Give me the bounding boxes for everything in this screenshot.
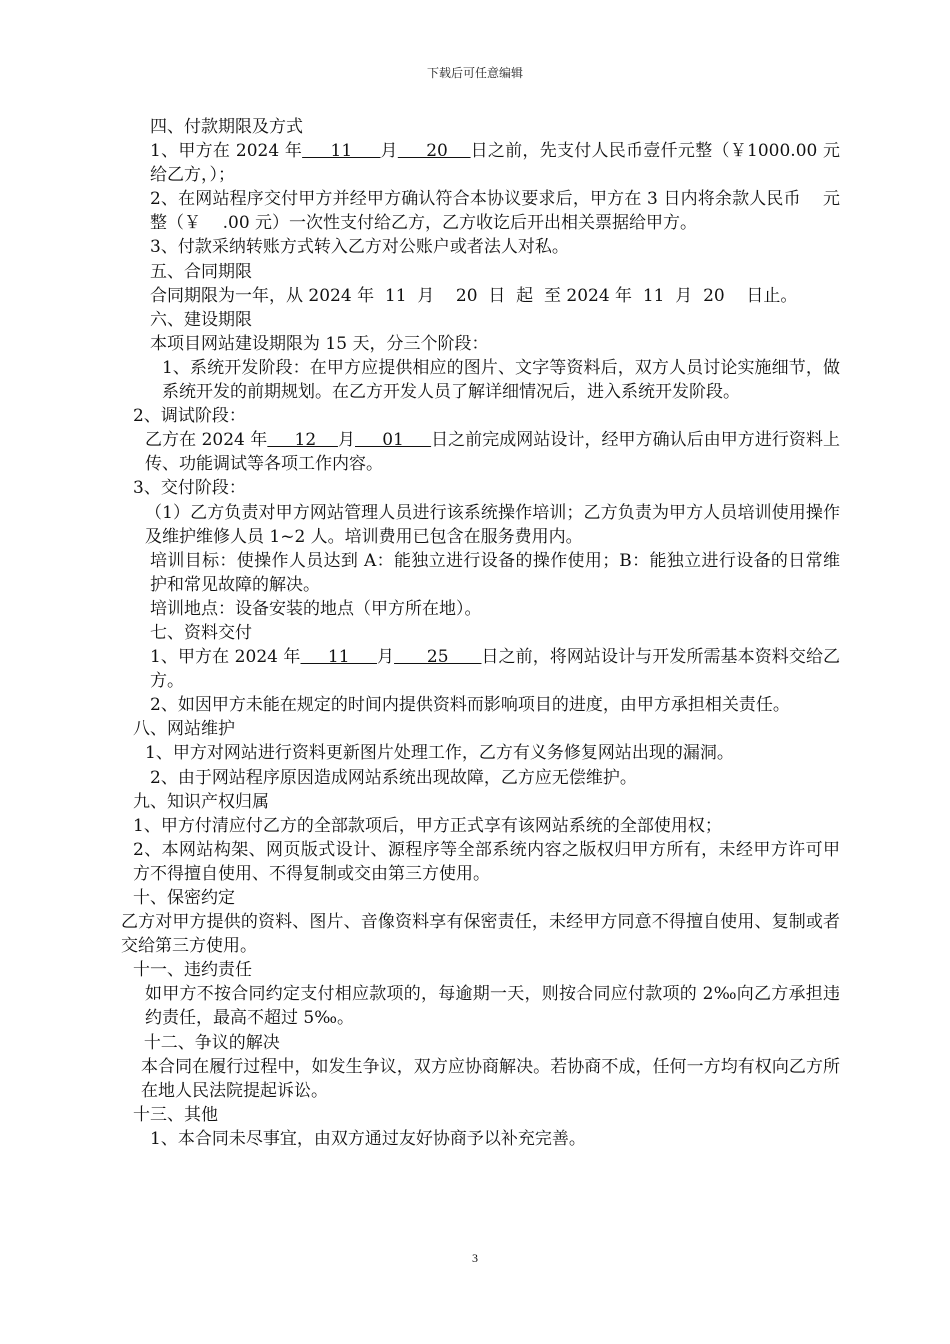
paragraph: 七、资料交付	[150, 622, 252, 643]
blank-field: 11	[302, 141, 381, 162]
paragraph: 十三、其他	[133, 1104, 218, 1125]
paragraph: 合同期限为一年，从 2024 年 11 月 20 日 起 至 2024 年 11 月 20 日止。	[150, 285, 798, 306]
paragraph: 八、网站维护	[133, 719, 235, 740]
paragraph: 1、甲方对网站进行资料更新图片处理工作，乙方有义务修复网站出现的漏洞。	[145, 743, 734, 764]
paragraph: 2、本网站构架、网页版式设计、源程序等全部系统内容之版权归甲方所有，未经甲方许可甲方不得擅自使用、不得复制或交由第三方使用。	[133, 839, 840, 884]
document-body	[113, 115, 840, 1151]
text-run: 乙方在 2024 年	[145, 430, 268, 451]
paragraph: 六、建设期限	[150, 309, 252, 330]
paragraph: 2、在网站程序交付甲方并经甲方确认符合本协议要求后，甲方在 3 日内将余款人民币 元整（￥ .00 元）一次性支付给乙方，乙方收讫后开出相关票据给甲方。	[150, 189, 840, 234]
paragraph: 十一、违约责任	[133, 960, 252, 981]
paragraph	[113, 428, 840, 476]
paragraph: 2、由于网站程序原因造成网站系统出现故障，乙方应无偿维护。	[150, 767, 637, 788]
paragraph: 本合同在履行过程中，如发生争议，双方应协商解决。若协商不成，任何一方均有权向乙方所在地人民法院提起诉讼。	[141, 1056, 840, 1101]
paragraph: 十二、争议的解决	[133, 1032, 280, 1053]
blank-field: 12	[267, 430, 338, 451]
paragraph: （1）乙方负责对甲方网站管理人员进行该系统操作培训；乙方负责为甲方人员培训使用操作及维护维修人员 1~2 人。培训费用已包含在服务费用内。	[145, 502, 840, 547]
paragraph: 1、本合同未尽事宜，由双方通过友好协商予以补充完善。	[150, 1128, 586, 1149]
paragraph: 本项目网站建设期限为 15 天，分三个阶段：	[150, 333, 489, 354]
text-run: 月	[337, 430, 355, 451]
paragraph: 培训目标：使操作人员达到 A：能独立进行设备的操作使用；B：能独立进行设备的日常维护和常见故障的解决。	[150, 550, 840, 595]
page-header: 下载后可任意编辑	[426, 66, 523, 80]
blank-field: 20	[397, 141, 471, 162]
text-run: 日之前完成网站设计，经甲方确认后由甲方进行资料上传、功能调试等各项工作内容。	[145, 430, 841, 475]
page-number: 3	[472, 1251, 478, 1265]
paragraph: 如甲方不按合同约定支付相应款项的，每逾期一天，则按合同应付款项的 2‰向乙方承担违约责任，最高不超过 5‰。	[145, 984, 840, 1029]
text-run: 月	[380, 141, 398, 162]
text-run: 日之前，将网站设计与开发所需基本资料交给乙方。	[150, 647, 841, 692]
paragraph	[113, 645, 840, 693]
blank-field: 01	[355, 430, 432, 451]
paragraph: 培训地点：设备安装的地点（甲方所在地）。	[150, 598, 482, 619]
blank-field: 11	[300, 647, 377, 668]
text-run: 日之前，先支付人民币壹仟元整（￥1000.00 元给乙方，）；	[150, 141, 841, 186]
paragraph: 2、调试阶段：	[133, 406, 246, 427]
paragraph: 3、付款采纳转账方式转入乙方对公账户或者法人对私。	[150, 237, 569, 258]
paragraph	[113, 139, 840, 187]
paragraph: 3、交付阶段：	[133, 478, 246, 499]
paragraph: 2、如因甲方未能在规定的时间内提供资料而影响项目的进度，由甲方承担相关责任。	[150, 695, 790, 716]
blank-field: 25	[394, 647, 482, 668]
paragraph: 乙方对甲方提供的资料、图片、音像资料享有保密责任，未经甲方同意不得擅自使用、复制或者交给第三方使用。	[121, 912, 840, 957]
paragraph: 九、知识产权归属	[133, 791, 269, 812]
text-run: 月	[376, 647, 395, 668]
text-run: 1、甲方在 2024 年	[150, 647, 301, 668]
paragraph: 1、系统开发阶段：在甲方应提供相应的图片、文字等资料后，双方人员讨论实施细节，做系统开发的前期规划。在乙方开发人员了解详细情况后，进入系统开发阶段。	[162, 357, 840, 403]
paragraph: 四、付款期限及方式	[150, 117, 303, 137]
paragraph: 1、甲方付清应付乙方的全部款项后，甲方正式享有该网站系统的全部使用权；	[133, 815, 722, 836]
paragraph: 五、合同期限	[150, 261, 252, 282]
text-run: 1、甲方在 2024 年	[150, 141, 303, 162]
paragraph: 十、保密约定	[133, 888, 235, 908]
